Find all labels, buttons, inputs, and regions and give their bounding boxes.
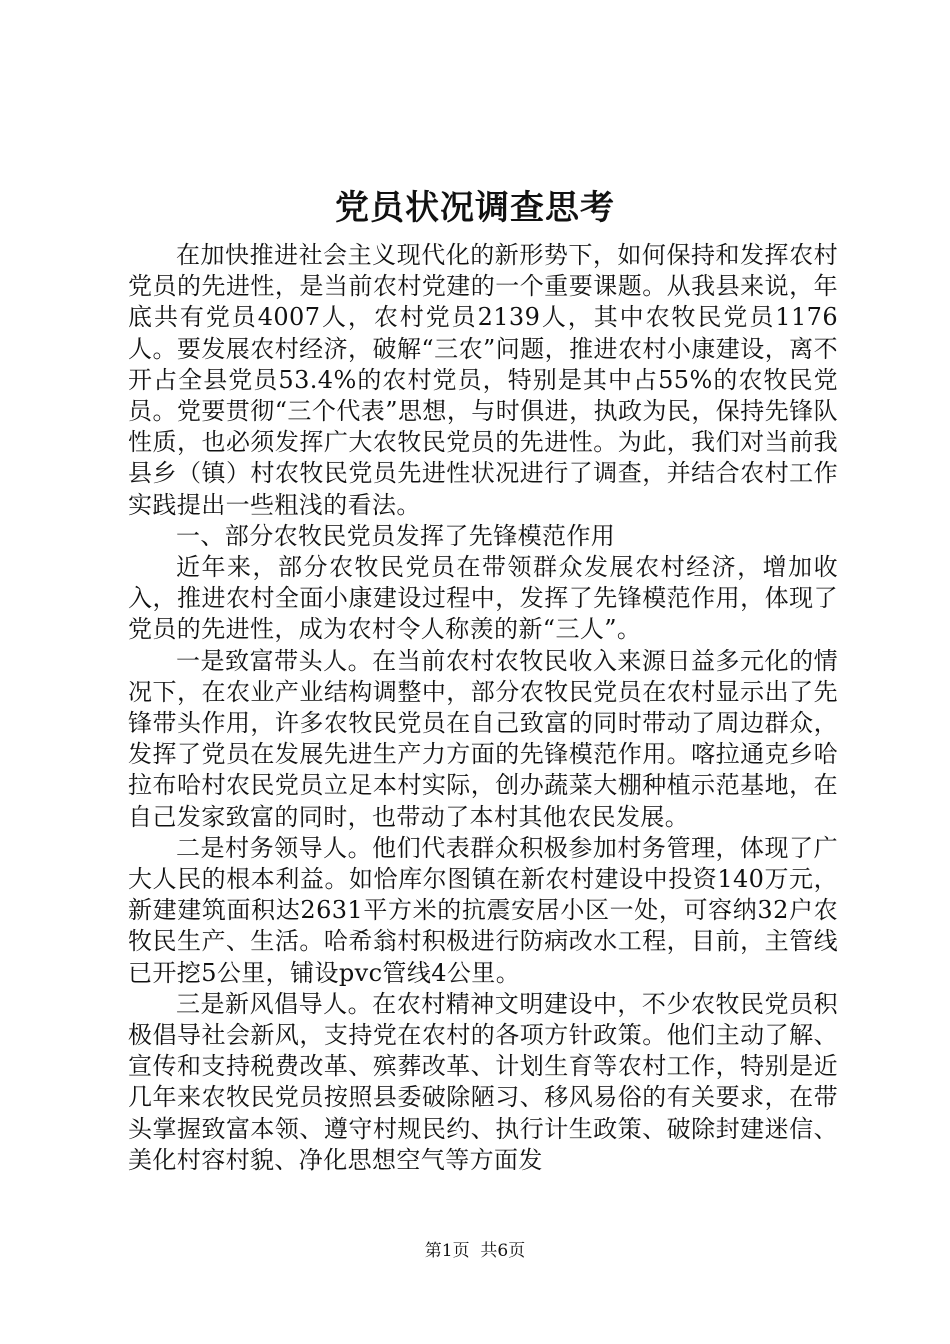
page-total: 共6页	[480, 1241, 526, 1261]
document-body	[128, 240, 838, 1176]
paragraph-intro: 在加快推进社会主义现代化的新形势下，如何保持和发挥农村党员的先进性，是当前农村党建的一个重要课题。从我县来说，年底共有党员4007人，农村党员2139人，其中农牧民党员1176人。要发展农村经济，破解“三农”问题，推进农村小康建设，离不开占全县党员53.4%的农村党员，特别是其中占55%的农牧民党员。党要贯彻“三个代表”思想，与时俱进，执政为民，保持先锋队性质，也必须发挥广大农牧民党员的先进性。为此，我们对当前我县乡（镇）村农牧民党员先进性状况进行了调查，并结合农村工作实践提出一些粗浅的看法。	[128, 241, 838, 519]
page-footer	[0, 1240, 950, 1262]
section-heading: 一、部分农牧民党员发挥了先锋模范作用	[176, 521, 616, 550]
page-number: 第1页	[424, 1241, 470, 1261]
paragraph-point-two: 二是村务领导人。他们代表群众积极参加村务管理，体现了广大人民的根本利益。如恰库尔图镇在新农村建设中投资140万元，新建建筑面积达2631平方米的抗震安居小区一处，可容纳32户农牧民生产、生活。哈希翁村积极进行防病改水工程，目前，主管线已开挖5公里，铺设pvc管线4公里。	[128, 833, 838, 987]
paragraph-point-three: 三是新风倡导人。在农村精神文明建设中，不少农牧民党员积极倡导社会新风，支持党在农村的各项方针政策。他们主动了解、宣传和支持税费改革、殡葬改革、计划生育等农村工作，特别是近几年来农牧民党员按照县委破除陋习、移风易俗的有关要求，在带头掌握致富本领、遵守村规民约、执行计生政策、破除封建迷信、美化村容村貌、净化思想空气等方面发	[128, 989, 838, 1174]
paragraph-point-one: 一是致富带头人。在当前农村农牧民收入来源日益多元化的情况下，在农业产业结构调整中，部分农牧民党员在农村显示出了先锋带头作用，许多农牧民党员在自己致富的同时带动了周边群众，发挥了党员在发展先进生产力方面的先锋模范作用。喀拉通克乡哈拉布哈村农民党员立足本村实际，创办蔬菜大棚种植示范基地，在自己发家致富的同时，也带动了本村其他农民发展。	[128, 646, 838, 831]
document-title: 党员状况调查思考	[335, 188, 615, 228]
paragraph-overview: 近年来，部分农牧民党员在带领群众发展农村经济，增加收入，推进农村全面小康建设过程中，发挥了先锋模范作用，体现了党员的先进性，成为农村令人称羡的新“三人”。	[128, 553, 838, 644]
